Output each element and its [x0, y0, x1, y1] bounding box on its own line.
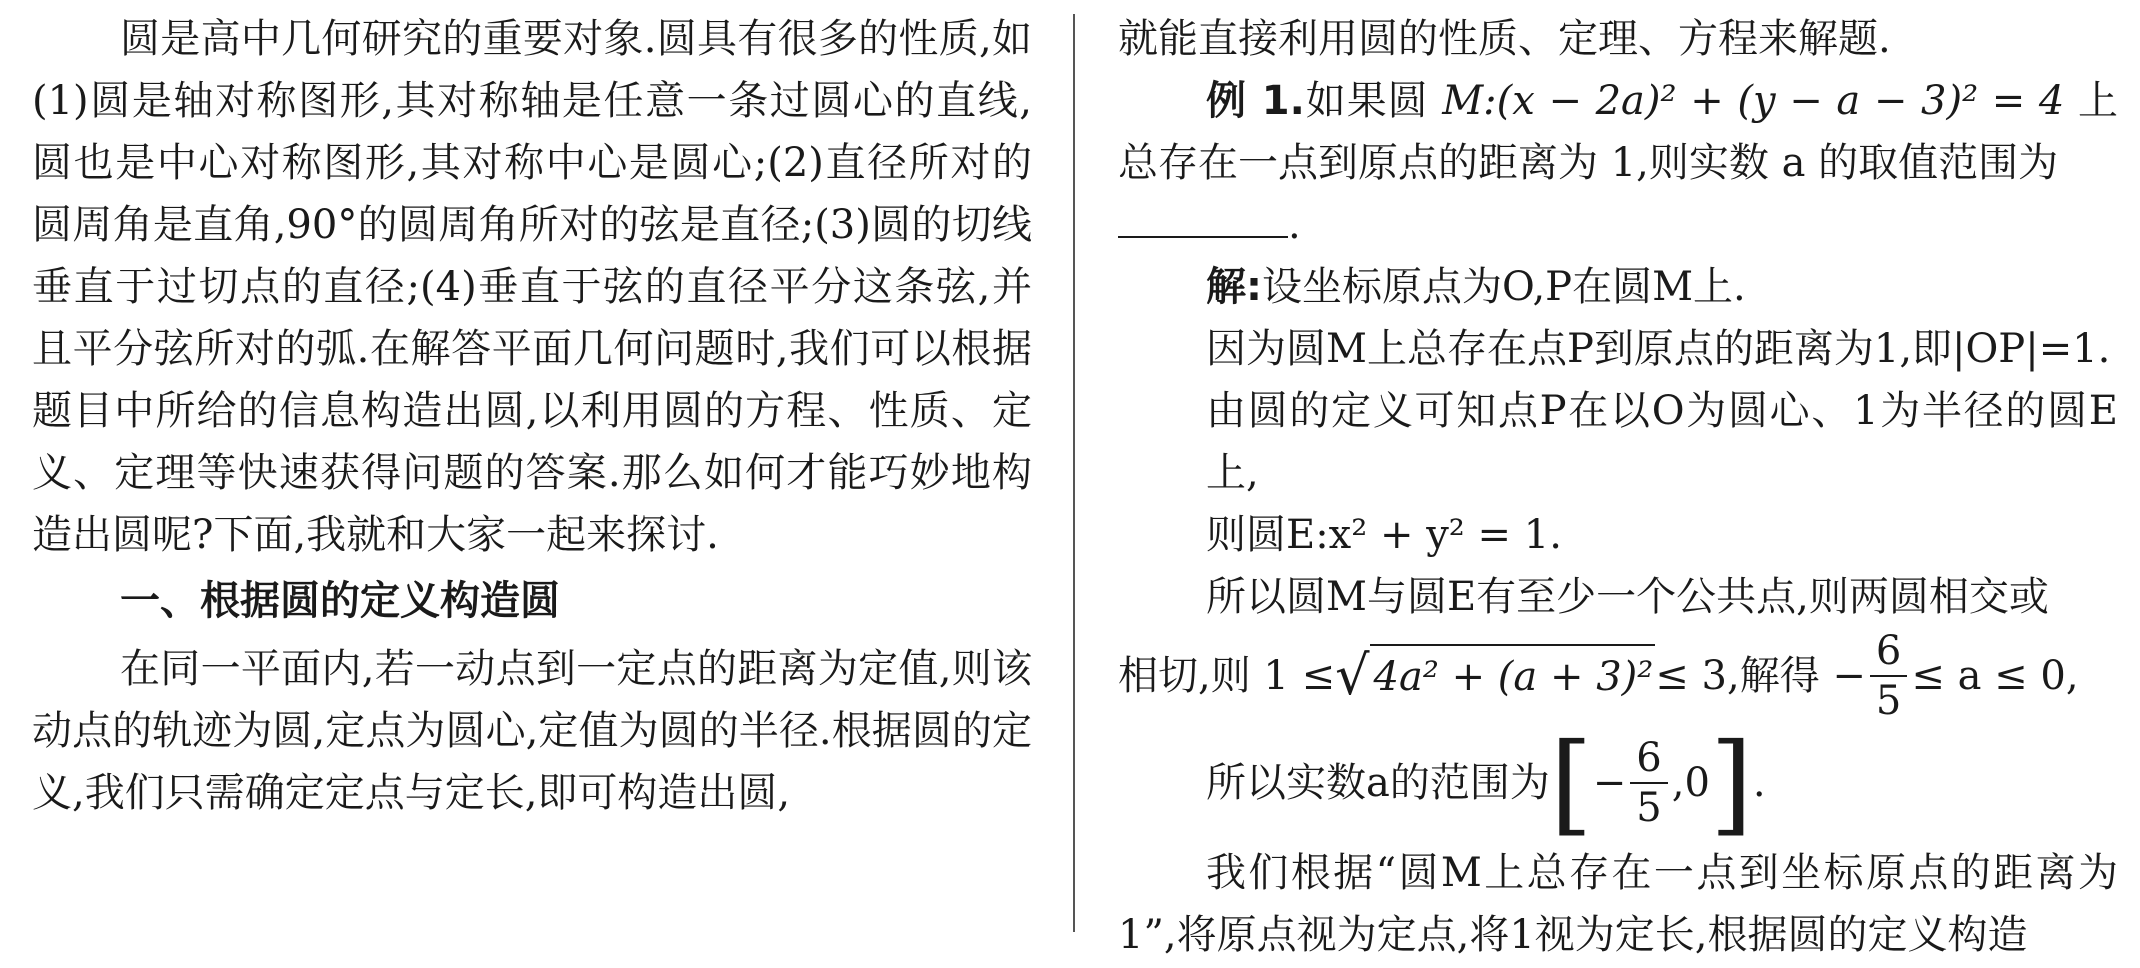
right-bracket: ] — [1709, 719, 1753, 847]
inequality-suffix: ≤ a ≤ 0, — [1911, 653, 2079, 699]
inequality-prefix: 相切,则 1 ≤ — [1118, 653, 1336, 699]
solution-line-1 — [1118, 256, 2118, 318]
answer-blank — [1118, 200, 1288, 238]
solution-label: 解: — [1206, 264, 1262, 310]
example-label: 例 1. — [1206, 78, 1305, 124]
left-column — [32, 8, 1032, 824]
solution-line-2: 因为圆M上总存在点P到原点的距离为1,即|OP|=1. — [1206, 326, 2111, 372]
range-neg: − — [1592, 760, 1627, 806]
fraction-six-fifths — [1870, 627, 1907, 725]
example-1 — [1118, 70, 2118, 256]
range-fraction-denominator: 5 — [1636, 785, 1662, 831]
intro-paragraph: 圆是高中几何研究的重要对象.圆具有很多的性质,如(1)圆是轴对称图形,其对称轴是任意一条过圆心的直线,圆也是中心对称图形,其对称中心是圆心;(2)直径所对的圆周角是直角,90°的圆周角所对的弦是直径;(3)圆的切线垂直于过切点的直径;(4)垂直于弦的直径平分这条弦,并且平分弦所对的弧.在解答平面几何问题时,我们可以根据题目中所给的信息构造出圆,以利用圆的方程、性质、定义、定理等快速获得问题的答案.那么如何才能巧妙地构造出圆呢?下面,我就和大家一起来探讨. — [32, 16, 1032, 558]
solution-line-6 — [1118, 628, 2118, 724]
range-tail: ,0 — [1671, 760, 1710, 806]
sqrt-sign: √ — [1335, 644, 1370, 707]
range-end: . — [1752, 760, 1766, 806]
inequality-mid: ≤ 3,解得 − — [1655, 653, 1866, 699]
fraction-denominator: 5 — [1875, 678, 1902, 724]
right-column — [1118, 8, 2118, 966]
example-end: . — [1288, 202, 1301, 248]
closing-paragraph: 我们根据“圆M上总存在一点到坐标原点的距离为1”,将原点视为定点,将1视为定长,根据圆的定义构造 — [1118, 850, 2118, 958]
example-text-a: 如果圆 — [1304, 78, 1443, 124]
solution-line-4: 则圆E:x² + y² = 1. — [1206, 512, 1562, 558]
fraction-numerator: 6 — [1870, 627, 1907, 677]
solution-text-1: 设坐标原点为O,P在圆M上. — [1262, 264, 1746, 310]
example-text-b: 上总存在一点到原点的距离为 1,则实数 a 的取值范围为 — [1118, 78, 2119, 186]
solution-line-3: 由圆的定义可知点P在以O为圆心、1为半径的圆E上, — [1206, 388, 2118, 496]
sqrt-radicand: 4a² + (a + 3)² — [1370, 644, 1656, 708]
left-bracket: [ — [1549, 719, 1593, 847]
column-divider — [1073, 14, 1075, 932]
continuation-line: 就能直接利用圆的性质、定理、方程来解题. — [1118, 16, 1891, 62]
example-equation: M:(x − 2a)² + (y − a − 3)² = 4 — [1442, 78, 2065, 124]
section-heading: 一、根据圆的定义构造圆 — [120, 578, 560, 624]
range-prefix: 所以实数a的范围为 — [1206, 760, 1550, 806]
solution-line-5: 所以圆M与圆E有至少一个公共点,则两圆相交或 — [1206, 574, 2049, 620]
solution-line-7 — [1118, 719, 2118, 847]
definition-paragraph: 在同一平面内,若一动点到一定点的距离为定值,则该动点的轨迹为圆,定点为圆心,定值为圆的半径.根据圆的定义,我们只需确定定点与定长,即可构造出圆, — [32, 646, 1032, 816]
range-fraction — [1630, 734, 1667, 832]
range-fraction-numerator: 6 — [1630, 734, 1667, 784]
